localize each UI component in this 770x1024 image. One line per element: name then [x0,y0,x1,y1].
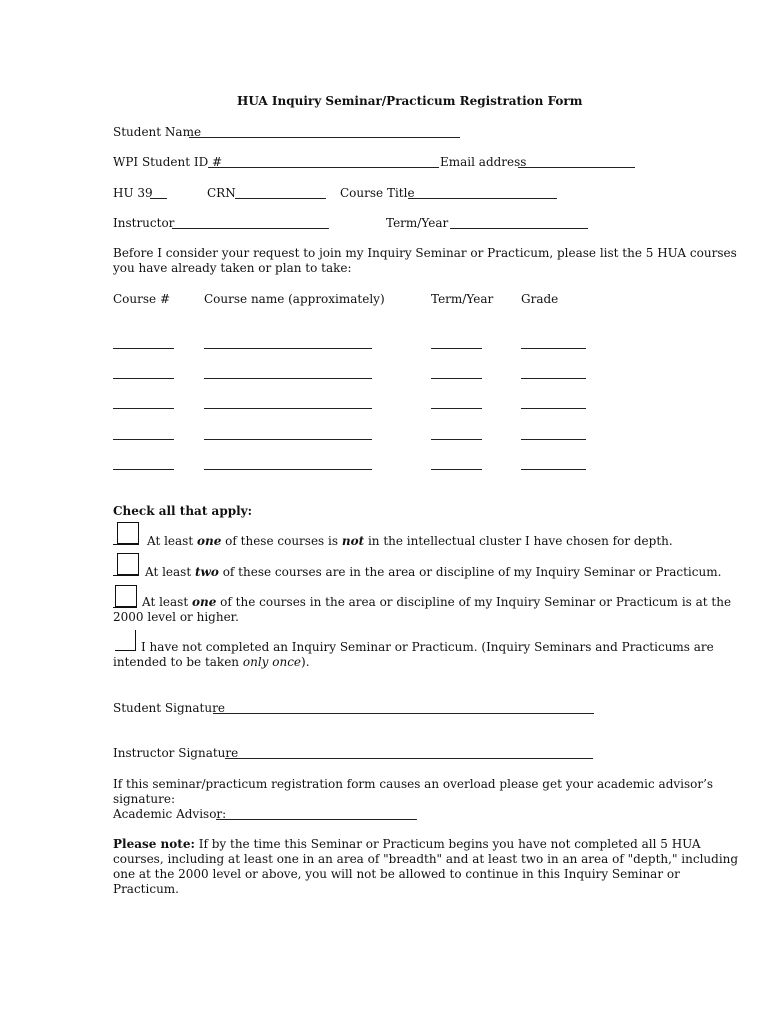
header-term-year: Term/Year [431,292,494,306]
term-year-field[interactable] [431,378,482,379]
note-line-1: Please note: If by the time this Seminar or Practicum begins you have not completed all 5 HUA [113,837,701,851]
email-label: Email address [440,155,527,169]
hu39-label: HU 39 [113,186,153,200]
course-name-field[interactable] [204,469,372,470]
course-num-field[interactable] [113,439,174,440]
wpi-id-label: WPI Student ID # [113,155,223,169]
check-4-line-2: intended to be taken only once). [113,655,310,669]
checkbox-underline [113,607,137,608]
course-name-field[interactable] [204,378,372,379]
course-num-field[interactable] [113,348,174,349]
check-4-line-1: I have not completed an Inquiry Seminar or Practicum. (Inquiry Seminars and Practicums are [141,640,714,654]
term-year-field[interactable] [450,228,588,229]
academic-advisor-label: Academic Advisor: [113,807,227,821]
intro-line-2: you have already taken or plan to take: [113,261,352,275]
grade-field[interactable] [521,439,586,440]
check-1-text: At least one of these courses is not in the intellectual cluster I have chosen for depth. [147,534,673,548]
checkbox-one-not-cluster[interactable] [117,522,139,544]
crn-label: CRN [207,186,236,200]
term-year-field[interactable] [431,408,482,409]
header-course-name: Course name (approximately) [204,292,385,306]
student-signature-field[interactable] [213,713,594,714]
check-2-text: At least two of these courses are in the area or discipline of my Inquiry Seminar or Practicum. [145,565,722,579]
checkbox-two-in-area[interactable] [117,553,139,575]
overload-line-2: signature: [113,792,175,806]
course-title-field[interactable] [408,198,557,199]
overload-line-1: If this seminar/practicum registration form causes an overload please get your academic advisor’s [113,777,714,791]
checkbox-underline [113,575,139,576]
check-3-text: At least one of the courses in the area or discipline of my Inquiry Seminar or Practicum is at the [142,595,732,609]
term-year-field[interactable] [431,348,482,349]
header-course-num: Course # [113,292,170,306]
grade-field[interactable] [521,469,586,470]
checkbox-underline [113,544,139,545]
header-grade: Grade [521,292,559,306]
course-title-label: Course Title [340,186,415,200]
course-name-field[interactable] [204,439,372,440]
instructor-field[interactable] [172,228,329,229]
hu39-field[interactable] [150,198,167,199]
intro-line-1: Before I consider your request to join my Inquiry Seminar or Practicum, please list the 5 HUA courses [113,246,737,260]
course-num-field[interactable] [113,378,174,379]
check-heading: Check all that apply: [113,504,253,518]
term-year-label: Term/Year [386,216,449,230]
student-signature-label: Student Signature [113,701,225,715]
student-name-label: Student Name [113,125,202,139]
checkbox-not-completed[interactable] [115,630,136,651]
student-name-field[interactable] [189,137,460,138]
grade-field[interactable] [521,408,586,409]
course-name-field[interactable] [204,348,372,349]
checkbox-2000-level[interactable] [115,585,137,607]
note-line-2: courses, including at least one in an area of "breadth" and at least two in an area of "depth," including [113,852,739,866]
note-line-4: Practicum. [113,882,179,896]
page-title: HUA Inquiry Seminar/Practicum Registration Form [237,94,583,108]
course-name-field[interactable] [204,408,372,409]
course-num-field[interactable] [113,408,174,409]
wpi-id-field[interactable] [208,167,439,168]
note-line-3: one at the 2000 level or above, you will not be allowed to continue in this Inquiry Seminar or [113,867,680,881]
crn-field[interactable] [235,198,326,199]
email-field[interactable] [518,167,635,168]
term-year-field[interactable] [431,469,482,470]
term-year-field[interactable] [431,439,482,440]
instructor-signature-field[interactable] [225,758,593,759]
check-3-line-2: 2000 level or higher. [113,610,239,624]
academic-advisor-field[interactable] [216,819,417,820]
instructor-signature-label: Instructor Signature [113,746,239,760]
grade-field[interactable] [521,348,586,349]
instructor-label: Instructor [113,216,175,230]
grade-field[interactable] [521,378,586,379]
course-num-field[interactable] [113,469,174,470]
